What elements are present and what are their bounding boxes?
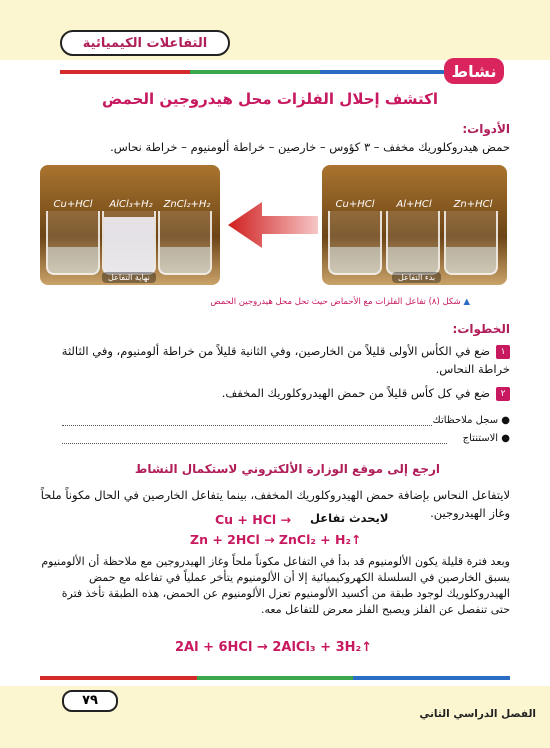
- photo-tag: نهاية التفاعل: [102, 272, 156, 283]
- step-number: ١: [496, 345, 510, 359]
- figure-caption: [110, 297, 470, 307]
- beaker-label: Zn+HCl: [453, 199, 493, 210]
- conclusion: ● الاستنتاج: [462, 433, 510, 444]
- beaker: [46, 211, 100, 275]
- record-label: سجل ملاحظاتك: [432, 415, 499, 426]
- conclusion-label: الاستنتاج: [462, 433, 499, 444]
- activity-badge: نشاط: [444, 58, 504, 84]
- steps-heading: الخطوات:: [452, 322, 510, 336]
- beaker: [158, 211, 212, 275]
- dotted-line: [62, 442, 447, 444]
- beaker-label: Al+HCl: [396, 199, 432, 210]
- beaker-label: ZnCl₂+H₂: [163, 199, 211, 210]
- beaker-label: Cu+HCl: [335, 199, 375, 210]
- tools-text: حمض هيدروكلوريك مخفف – ٣ كؤوس – خارصين – خراطة ألومنيوم – خراطة نحاس.: [110, 140, 510, 154]
- unit-title-tab: التفاعلات الكيميائية: [60, 30, 230, 56]
- equation-cu: Cu + HCl →: [215, 512, 291, 527]
- tools-heading: الأدوات:: [462, 122, 510, 136]
- page-title: اكتشف إحلال الفلزات محل هيدروجين الحمض: [102, 90, 438, 108]
- step-text: ضع في الكأس الأولى قليلاً من الخارصين، وفي الثانية قليلاً من خراطة ألومنيوم، وفي الثالثة خراطة النحاس.: [61, 344, 510, 376]
- photo-start-reaction: [322, 165, 507, 285]
- page-number: ٧٩: [62, 690, 118, 712]
- equation-al: 2Al + 6HCl → 2AlCl₃ + 3H₂↑: [175, 640, 373, 655]
- record-observations: ● سجل ملاحظاتك: [432, 415, 510, 426]
- semester-label: الفصل الدراسي الثاني: [419, 708, 536, 720]
- beaker: [102, 211, 156, 275]
- step-item: [40, 342, 510, 378]
- left-arrow-icon: [228, 200, 318, 250]
- equation-zn: Zn + 2HCl → ZnCl₂ + H₂↑: [190, 532, 362, 547]
- beaker-label: Cu+HCl: [53, 199, 93, 210]
- ministry-link-heading[interactable]: ارجع إلى موقع الوزارة الألكتروني لاستكمال النشاط: [134, 462, 440, 476]
- figure-caption-text: شكل (٨) تفاعل الفلزات مع الأحماض حيث تحل محل هيدروجين الحمض: [210, 297, 461, 307]
- no-reaction-label: لايحدث تفاعل: [310, 511, 389, 525]
- explanation-p1: لايتفاعل النحاس بإضافة حمض الهيدروكلوريك المخفف، بينما يتفاعل الخارصين في الحال مكوناً ملحاً وغاز الهيدروجين.: [40, 488, 510, 520]
- step-item: [40, 384, 510, 402]
- footer-stripe: [40, 676, 510, 680]
- triangle-icon: ▲: [463, 297, 470, 307]
- photo-tag: بدء التفاعل: [392, 272, 441, 283]
- header-stripe: [60, 70, 450, 74]
- beaker-label: AlCl₃+H₂: [109, 199, 153, 210]
- beaker: [444, 211, 498, 275]
- explanation-p2: وبعد فترة قليلة يكون الألومنيوم قد بدأ في التفاعل مكوناً ملحاً وغاز الهيدروجين مع ملاحظة أن الألومنيوم يسبق الخارصين في السلسلة الكهروكيميائية إلا أن الألومنيوم يتأخر عملياً في تفاعله مع حمض الهيدروكلوريك لوجود طبقة من أكسيد الألومنيوم تعزل الألومنيوم عن الحمض، هذه الطبقة تأخذ فترة حتى تنفصل عن الفلز ويصبح الفلز معرض للتفاعل معه.: [41, 555, 510, 616]
- step-number: ٢: [496, 387, 510, 401]
- step-text: ضع في كل كأس قليلاً من حمض الهيدروكلوريك المخفف.: [221, 386, 490, 400]
- photo-end-reaction: [40, 165, 220, 285]
- dotted-line: [62, 424, 432, 426]
- beaker: [386, 211, 440, 275]
- beaker: [328, 211, 382, 275]
